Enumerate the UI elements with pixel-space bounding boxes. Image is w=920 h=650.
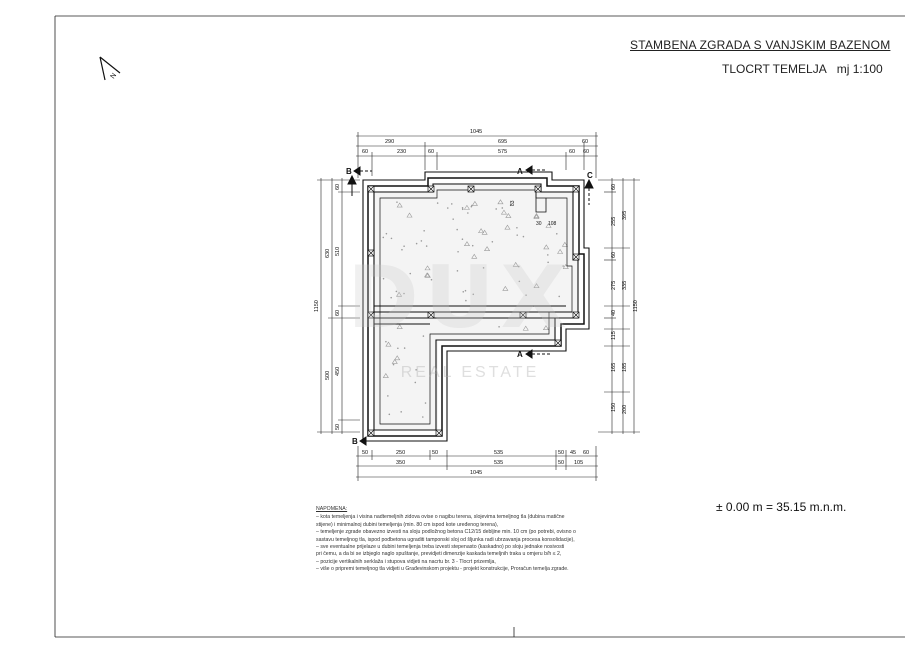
note-line: – temeljenje zgrade obavezno izvesti na sloju podložnog betona C12/15 debljine min. 10 cm (po potrebi, ovisno o [316,529,576,536]
hatch-dot [387,395,388,396]
dim-bot-45: 45 [570,450,577,456]
hatch-dot [472,245,473,246]
hatch-dot [415,382,416,383]
note-line: – kota temeljenja i visina nadtemeljnih zidova ovise o nagibu terena, slojevima temeljnog tla (dubina matične [316,514,565,521]
dim-left-510: 510 [335,246,341,256]
hatch-dot [492,241,493,242]
dim-top3-60c: 60 [569,149,576,155]
plan-name: TLOCRT TEMELJA [722,62,827,76]
dim-top-695: 695 [498,139,508,145]
hatch-dot [523,236,524,237]
notes-block [316,506,636,574]
dimension-text-top [362,129,589,155]
dim-top-total: 1045 [470,129,483,135]
watermark-logo: DUX [347,248,573,348]
hatch-dot [451,203,452,204]
drawing-title: STAMBENA ZGRADA S VANJSKIM BAZENOM [630,38,891,52]
hatch-dot [437,203,438,204]
dim-bot-60: 60 [583,450,590,456]
dimension-text-bottom [362,450,589,476]
dim-left-630: 630 [325,248,331,258]
dim-bot-50b: 50 [432,450,439,456]
dim-right-150: 150 [611,402,617,412]
hatch-dot [386,233,387,234]
dim-left-450: 450 [335,366,341,376]
note-line: pri čemu, a da bi se izbjeglo naglo spuštanje, previdjeti dimenzije kaskada temeljnih traka u omjeru b/h ≤ 2, [316,551,562,558]
dim-right-395: 395 [622,210,628,220]
dim-int-83: 83 [510,200,516,206]
hatch-dot [457,229,458,230]
section-c-label: C [587,171,593,180]
dim-right-165: 165 [611,362,617,372]
hatch-dot [404,246,405,247]
section-c [585,171,593,205]
dim-bot-50a: 50 [362,450,369,456]
dim-top3-60a: 60 [362,149,369,155]
hatch-dot [421,240,422,241]
dim-top3-230: 230 [397,149,407,155]
hatch-dot [416,243,417,244]
dim-bot-350: 350 [396,460,406,466]
dim-left-50: 50 [335,423,341,430]
dim-left-60a: 60 [335,183,341,190]
watermark-text: REAL ESTATE [400,364,540,381]
hatch-dot [462,207,463,208]
hatch-dot [516,227,517,228]
hatch-dot [467,213,468,214]
dim-bot-250: 250 [396,450,406,456]
dim-top-290: 290 [385,139,395,145]
dim-int-30: 30 [536,221,542,227]
drawing-subtitle [722,62,883,76]
hatch-dot [396,202,397,203]
section-b-bottom [352,437,376,446]
note-line: – sve eventualne prijelaze u dubini temeljenja treba izvesti stepenasto (kaskadno) po sloju jednake nosivosti [316,544,565,551]
dim-right-185: 185 [622,362,628,372]
dim-bot-535b: 535 [494,460,504,466]
hatch-dot [422,417,423,418]
dim-bot-50c: 50 [558,450,565,456]
section-a-top [517,166,546,176]
section-a-bottom-label: A [517,350,523,359]
dim-bot-50d: 50 [558,460,565,466]
hatch-dot [517,235,518,236]
hatch-dot [502,207,503,208]
dim-left-60b: 60 [335,309,341,316]
dim-top3-60b: 60 [428,149,435,155]
dim-left-500: 500 [325,370,331,380]
dim-int-108: 108 [548,221,557,227]
dim-right-115: 115 [611,331,617,340]
dim-right-255: 255 [611,216,617,226]
note-line: – više o pripremi temeljnog tla vidjeti u Građevinskom projektu - projekt konstrukcije, Proračun temelja zgrade. [316,566,569,573]
dim-right-275: 275 [611,280,617,290]
dim-right-60b: 60 [611,251,617,258]
note-line: stijene) i minimalnoj dubini temeljenja (min. 80 cm ispod kote uređenog terena), [316,521,499,528]
hatch-dot [447,208,448,209]
dim-right-200: 200 [622,404,628,414]
hatch-dot [462,239,463,240]
dim-bot-total: 1045 [470,470,483,476]
dim-left-1150: 1150 [314,300,320,312]
dim-right-60a: 60 [611,183,617,190]
note-line: – pozicije vertikalnih serklaža i stupova vidjeti na nacrtu br. 3 - Tlocrt prizemlja, [316,558,496,565]
dimension-text-right [611,184,639,414]
dim-right-40: 40 [611,309,617,316]
section-a-top-label: A [517,167,523,176]
hatch-dot [389,414,390,415]
hatch-dot [425,403,426,404]
hatch-dot [426,246,427,247]
north-arrow-icon [100,57,120,80]
dim-right-1150: 1150 [633,300,639,312]
hatch-dot [401,411,402,412]
north-label: N [109,72,119,81]
hatch-dot [496,208,497,209]
dim-top-60a: 60 [582,139,589,145]
note-line: sastavu temeljnog tla, ispod podbetona ugraditi tamponski sloj od šljunka radi ubrzavanja procesa konsolidacije), [316,536,575,543]
dim-top3-575: 575 [498,149,508,155]
dim-right-335: 335 [622,280,628,290]
hatch-dot [424,230,425,231]
elevation-note: ± 0.00 m = 35.15 m.n.m. [716,500,847,514]
dim-bot-105: 105 [574,460,584,466]
dim-bot-535a: 535 [494,450,504,456]
hatch-dot [383,237,384,238]
hatch-dot [471,205,472,206]
section-b-bottom-label: B [352,437,358,446]
notes-heading: NAPOMENA: [316,506,348,512]
hatch-dot [453,219,454,220]
hatch-dot [391,238,392,239]
dim-top3-60d: 60 [583,149,590,155]
section-b-top-label: B [346,167,352,176]
hatch-dot [462,209,463,210]
hatch-dot [556,233,557,234]
plan-scale: mj 1:100 [836,62,883,76]
